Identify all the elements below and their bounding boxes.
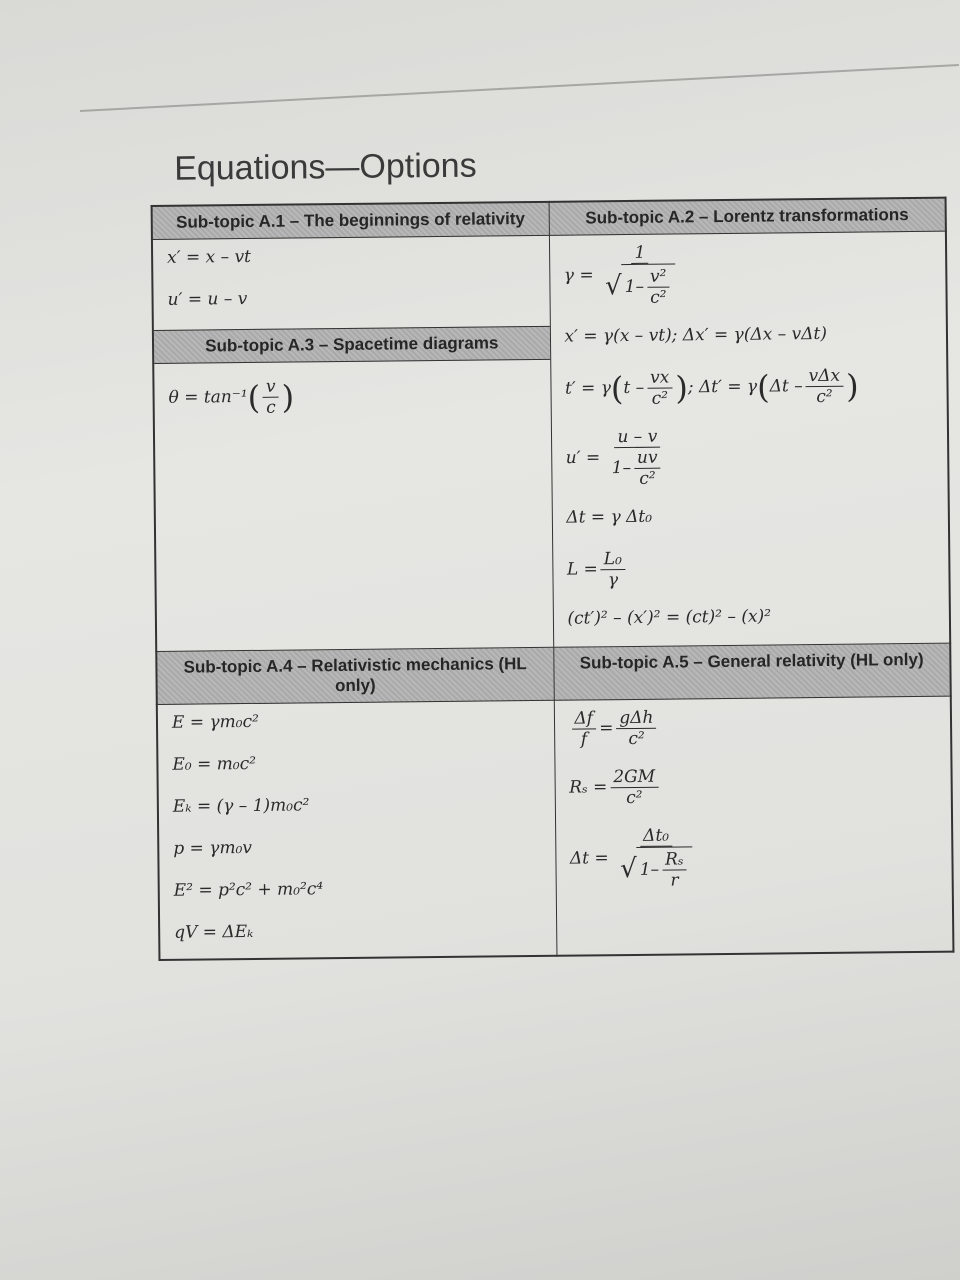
eq-gamma: γ = 1 √ 1– $\frac{\text{v²}}{\text{c²}}$ <box>564 240 932 309</box>
eq-schwarzschild-lhs: Rₛ = <box>569 777 608 798</box>
header-a2: Sub-topic A.2 – Lorentz transformations <box>549 198 946 236</box>
eq-lorentz-t-lhs: t′ = γ <box>564 378 612 399</box>
equations-table <box>151 197 955 961</box>
eq-galilean-u: u′ = u – v <box>167 288 248 310</box>
eq-grav-time-root-den: r <box>670 870 679 891</box>
eq-energy-momentum: E² = p²c² + m₀²c⁴ <box>173 879 324 901</box>
eq-redshift-d2: c² <box>628 728 645 750</box>
eq-lorentz-t-n1: vx <box>647 368 672 389</box>
cell-a4 <box>157 700 557 960</box>
eq-gamma-lhs: γ = <box>563 265 594 286</box>
eq-lorentz-t: t′ = γ(t – $\frac{vx}{\text{c²}}$ ); Δt′ = γ(Δt – $\frac{\text{vΔx}}{\text{c²}}$ ) <box>564 365 859 409</box>
eq-schwarzschild-den: c² <box>626 787 643 809</box>
eq-length-lhs: L = <box>566 559 598 580</box>
eq-lorentz-t-mid: ; Δt′ = γ <box>687 376 758 398</box>
cell-a5 <box>554 696 954 956</box>
eq-length-contraction <box>567 546 935 591</box>
eq-length-den: γ <box>607 570 619 591</box>
eq-grav-time-root-num: Rₛ <box>662 849 687 870</box>
eq-theta-lhs: θ = tan⁻¹ <box>168 386 248 408</box>
eq-lorentz-t-t: t – <box>623 377 645 399</box>
eq-momentum: p = γm₀v <box>173 837 253 859</box>
eq-total-energy: E = γm₀c² <box>171 711 260 733</box>
header-a4: Sub-topic A.4 – Relativistic mechanics (HL only) <box>156 647 554 704</box>
page-content <box>150 142 958 961</box>
eq-velocity-addition <box>565 424 933 490</box>
eq-redshift-n1: Δf <box>571 708 596 729</box>
header-a3: Sub-topic A.3 – Spacetime diagrams <box>154 326 550 364</box>
eq-kinetic-energy: Eₖ = (γ – 1)m₀c² <box>172 795 310 817</box>
eq-lorentz-x: x′ = γ(x – vt); Δx′ = γ(Δx – vΔt) <box>564 323 828 347</box>
eq-galilean-x: x′ = x – vt <box>167 246 252 268</box>
eq-grav-time-lhs: Δt = <box>569 848 609 869</box>
cell-a2 <box>549 231 950 647</box>
eq-time-dilation: Δt = γ Δt₀ <box>566 506 653 528</box>
eq-schwarzschild-radius <box>569 764 937 809</box>
eq-lorentz-t-dt: Δt – <box>769 376 803 397</box>
page-title: Equations—Options <box>173 146 477 188</box>
eq-length-num: L₀ <box>601 549 625 570</box>
eq-velocity-den-prefix: 1– <box>611 457 632 479</box>
cell-a1-a3 <box>152 235 553 651</box>
eq-grav-time-dilation: Δt = Δt₀ √ 1– $\frac{\text{Rₛ}}{r}$ <box>570 823 938 892</box>
eq-redshift-equals: = <box>599 718 614 739</box>
eq-velocity-den-den: c² <box>639 468 656 489</box>
eq-lorentz-t-d1: c² <box>651 388 669 409</box>
eq-velocity-num: u – v <box>614 427 660 448</box>
eq-gamma-root-num: v² <box>647 267 670 288</box>
header-a5: Sub-topic A.5 – General relativity (HL only) <box>553 643 951 700</box>
eq-grav-time-num: Δt₀ <box>640 826 672 847</box>
eq-gamma-num: 1 <box>631 243 648 264</box>
header-a1: Sub-topic A.1 – The beginnings of relativity <box>152 202 549 240</box>
eq-velocity-den-num: uv <box>634 448 661 469</box>
eq-lorentz-t-d2: c² <box>816 386 833 408</box>
eq-gamma-root-den: c² <box>650 287 667 308</box>
eq-theta: θ = tan⁻¹( $\frac{v}{c}$ ) <box>168 376 295 418</box>
eq-accelerating-potential: qV = ΔEₖ <box>174 921 254 943</box>
eq-velocity-lhs: u′ = <box>565 447 601 469</box>
eq-gamma-root-prefix: 1– <box>624 276 645 298</box>
eq-spacetime-interval: (ct′)² – (x′)² = (ct)² – (x)² <box>567 606 772 629</box>
eq-rest-energy: E₀ = m₀c² <box>172 753 257 775</box>
eq-grav-redshift <box>568 705 936 750</box>
eq-lorentz-t-n2: vΔx <box>805 366 843 387</box>
eq-redshift-n2: gΔh <box>616 708 656 729</box>
eq-schwarzschild-num: 2GM <box>610 767 658 788</box>
eq-grav-time-root-prefix: 1– <box>639 859 660 880</box>
eq-redshift-d1: f <box>580 729 588 750</box>
eq-theta-num: v <box>263 377 279 398</box>
eq-theta-den: c <box>266 397 276 418</box>
